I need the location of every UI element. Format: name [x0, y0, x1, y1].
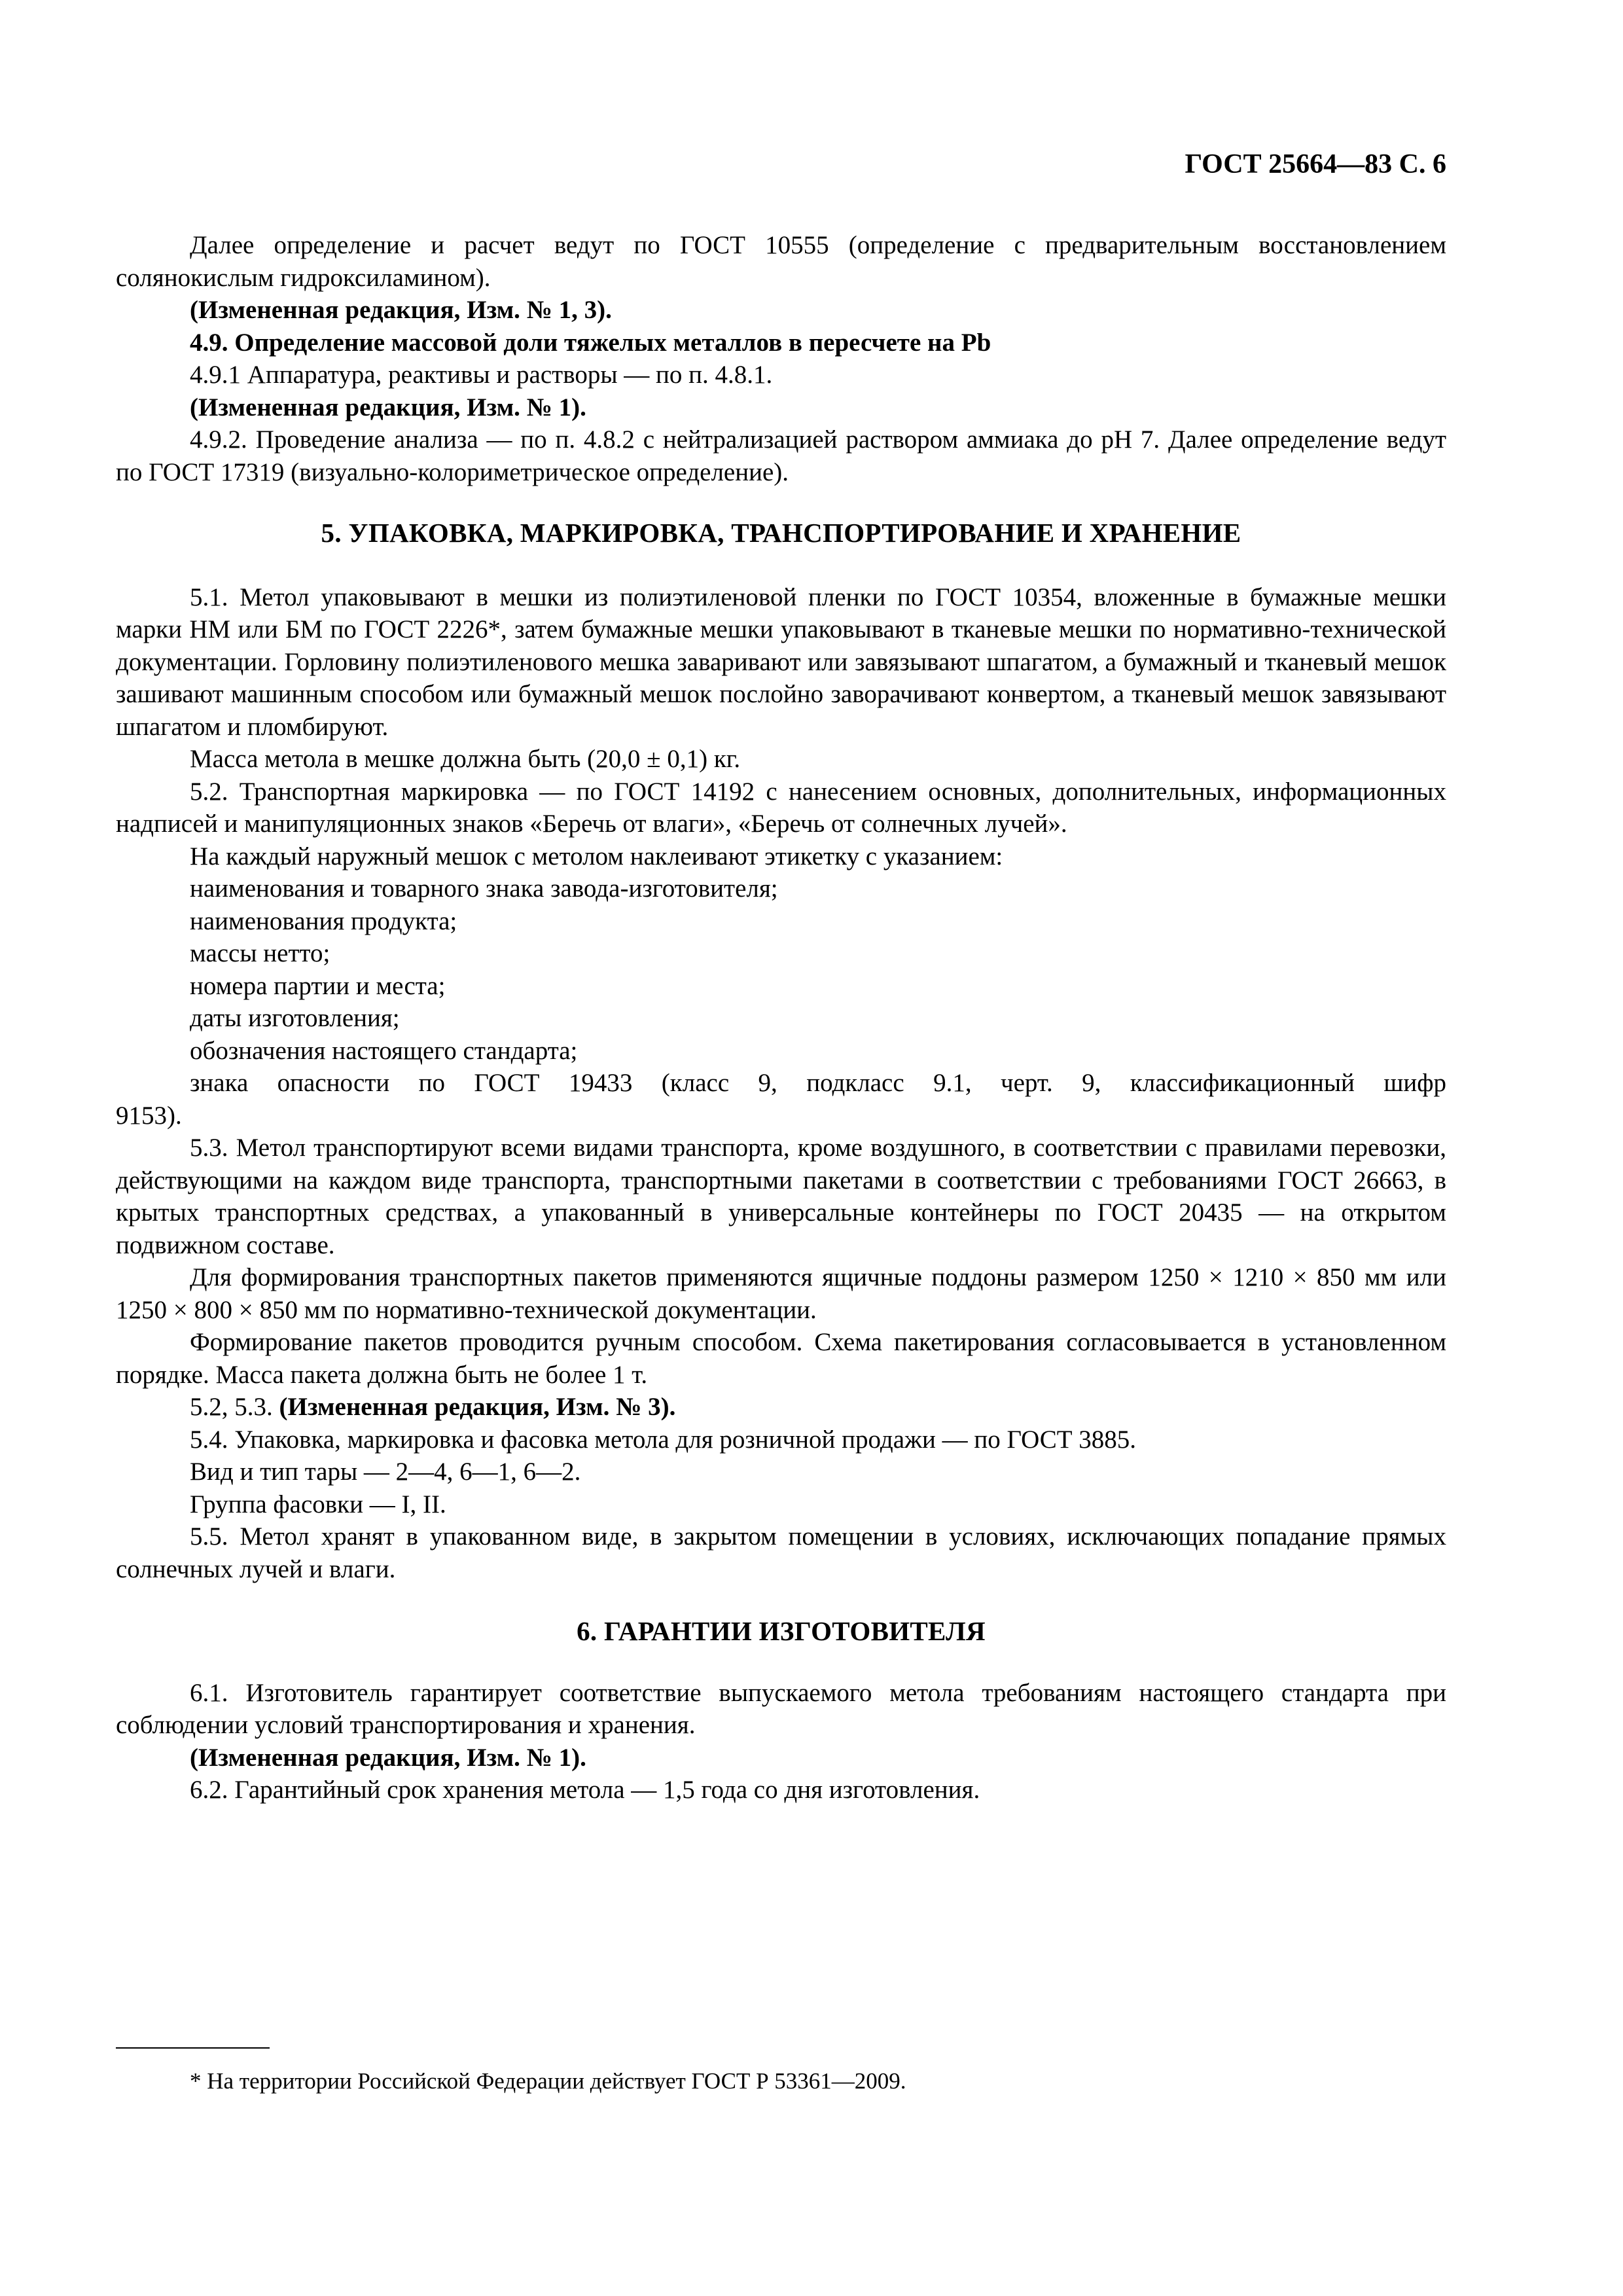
revision-note-5-2-5-3 — [116, 1391, 1446, 1424]
clause-5-2: 5.2. Транспортная маркировка — по ГОСТ 14192 с нанесением основных, дополнительных, информационных надписей и манипуляционных знаков «Беречь от влаги», «Беречь от солнечных лучей». — [116, 777, 1446, 838]
footnote: * На территории Российской Федерации действует ГОСТ Р 53361—2009. — [190, 2068, 906, 2094]
clause-6-1: 6.1. Изготовитель гарантирует соответствие выпускаемого метола требованиям настоящего стандарта при соблюдении условий транспортирования и хранения. — [116, 1678, 1446, 1739]
revision-note: (Измененная редакция, Изм. № 1). — [190, 393, 586, 422]
label-item: массы нетто; — [190, 939, 330, 967]
label-item-hazard-sign — [116, 1067, 1446, 1100]
label-item: даты изготовления; — [190, 1004, 400, 1032]
label-item: наименования и товарного знака завода-изготовителя; — [190, 874, 778, 903]
revision-note: (Измененная редакция, Изм. № 1, 3). — [190, 296, 612, 324]
label-item-hazard-line1: знака опасности по ГОСТ 19433 (класс 9, подкласс 9.1, черт. 9, классификационный шифр — [190, 1069, 1446, 1097]
revision-clause-ref: 5.2, 5.3. — [190, 1393, 273, 1421]
clause-5-4: 5.4. Упаковка, маркировка и фасовка метола для розничной продажи — по ГОСТ 3885. — [190, 1425, 1137, 1454]
clause-5-1: 5.1. Метол упаковывают в мешки из полиэтиленовой пленки по ГОСТ 10354, вложенные в бумажные мешки марки НМ или БМ по ГОСТ 2226*, затем бумажные мешки упаковывают в тканевые мешки по нормативно-технической документации. Горловину полиэтиленового мешка заваривают или завязывают шпагатом, а бумажный и тканевый мешок зашивают машинным способом или бумажный мешок послойно заворачивают конвертом, а тканевый мешок завязывают шпагатом и пломбируют. — [116, 583, 1446, 741]
clause-6-2: 6.2. Гарантийный срок хранения метола — 1,5 года со дня изготовления. — [190, 1776, 980, 1804]
revision-note: (Измененная редакция, Изм. № 1). — [190, 1743, 586, 1772]
label-item: обозначения настоящего стандарта; — [190, 1036, 578, 1065]
clause-5-5: 5.5. Метол хранят в упакованном виде, в закрытом помещении в условиях, исключающих попадание прямых солнечных лучей и влаги. — [116, 1522, 1446, 1583]
document-body — [116, 229, 1446, 1806]
section-heading-5: 5. УПАКОВКА, МАРКИРОВКА, ТРАНСПОРТИРОВАНИЕ И ХРАНЕНИЕ — [321, 518, 1241, 548]
clause-5-3-forming: Формирование пакетов проводится ручным способом. Схема пакетирования согласовывается в установленном порядке. Масса пакета должна быть не более 1 т. — [116, 1328, 1446, 1389]
clause-4-9-1: 4.9.1 Аппаратура, реактивы и растворы — по п. 4.8.1. — [190, 361, 773, 389]
clause-5-1-mass: Масса метола в мешке должна быть (20,0 ± 0,1) кг. — [190, 745, 741, 773]
paragraph-4-8-continuation: Далее определение и расчет ведут по ГОСТ 10555 (определение с предварительным восстановлением солянокислым гидроксиламином). — [116, 231, 1446, 292]
clause-heading-4-9: 4.9. Определение массовой доли тяжелых металлов в пересчете на Pb — [190, 328, 991, 357]
clause-5-4-tare: Вид и тип тары — 2—4, 6—1, 6—2. — [190, 1458, 581, 1486]
section-heading-6: 6. ГАРАНТИИ ИЗГОТОВИТЕЛЯ — [577, 1616, 986, 1646]
label-item: номера партии и места; — [190, 971, 446, 1000]
document-page — [116, 0, 1446, 2296]
label-item: наименования продукта; — [190, 906, 457, 935]
clause-5-4-group: Группа фасовки — I, II. — [190, 1490, 446, 1518]
label-item-hazard-line2: 9153). — [116, 1101, 182, 1130]
footnote-divider — [116, 2047, 270, 2049]
clause-5-2-label-intro: На каждый наружный мешок с метолом наклеивают этикетку с указанием: — [190, 842, 1003, 870]
clause-5-3: 5.3. Метол транспортируют всеми видами транспорта, кроме воздушного, в соответствии с правилами перевозки, действующими на каждом виде транспорта, транспортными пакетами в соответствии с требованиями ГОСТ 26663, в крытых транспортных средствах, а упакованный в универсальные контейнеры по ГОСТ 20435 — на открытом подвижном составе. — [116, 1134, 1446, 1259]
clause-5-3-pallets: Для формирования транспортных пакетов применяются ящичные поддоны размером 1250 × 1210 × 850 мм или 1250 × 800 × 850 мм по нормативно-технической документации. — [116, 1263, 1446, 1324]
clause-4-9-2: 4.9.2. Проведение анализа — по п. 4.8.2 с нейтрализацией раствором аммиака до pH 7. Далее определение ведут по ГОСТ 17319 (визуально-колориметрическое определение). — [116, 425, 1446, 486]
revision-note: (Измененная редакция, Изм. № 3). — [279, 1393, 676, 1421]
page-header: ГОСТ 25664—83 С. 6 — [1185, 149, 1446, 179]
